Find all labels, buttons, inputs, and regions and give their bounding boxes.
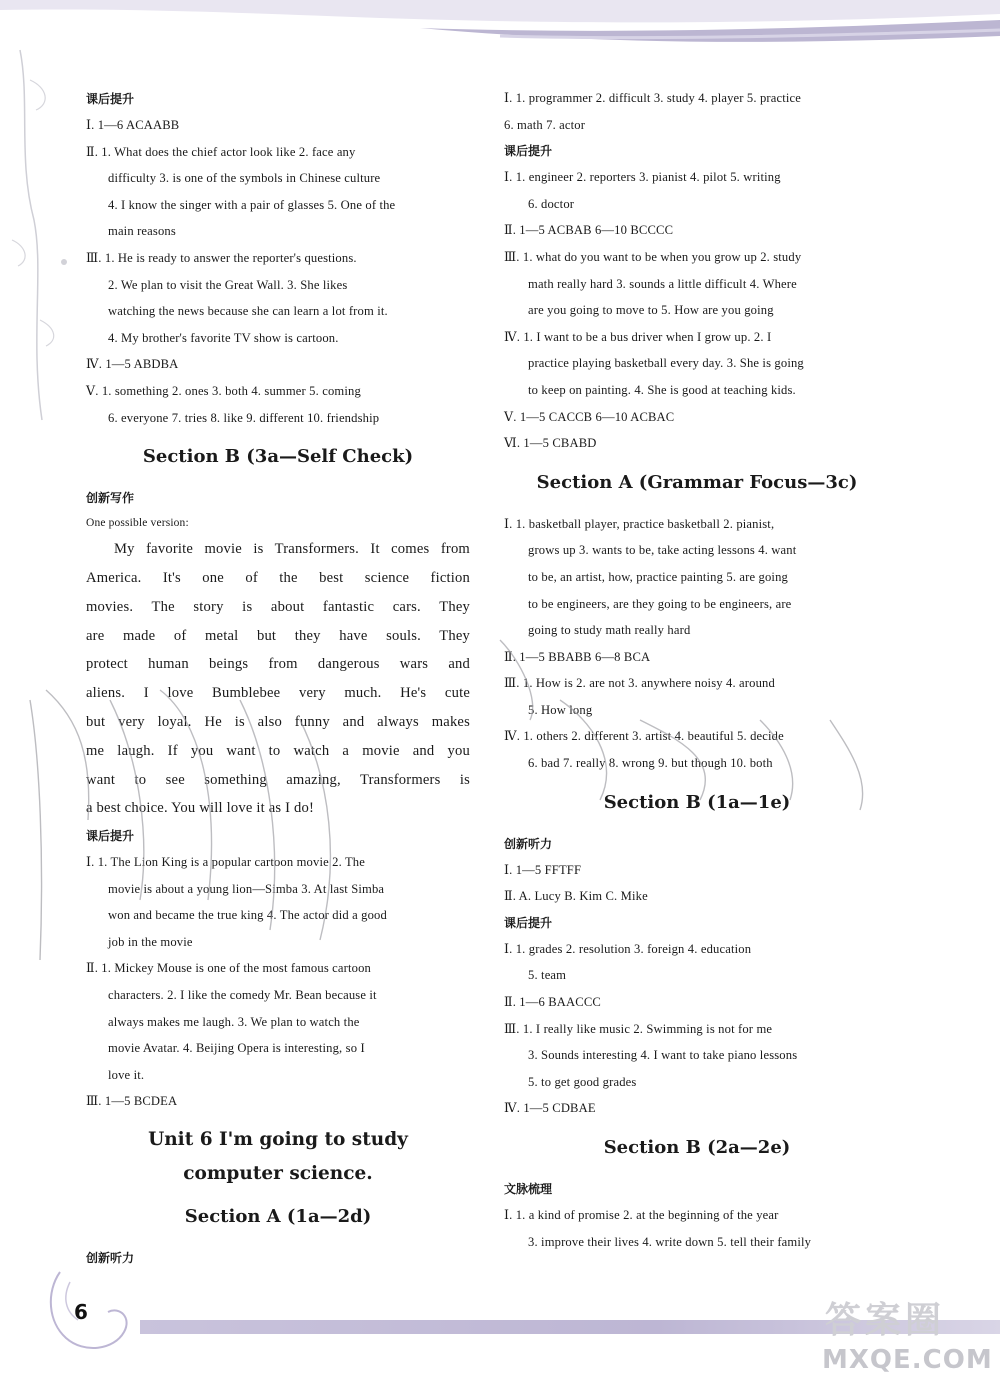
answer-line: practice playing basketball every day. 3. She is going xyxy=(528,356,804,371)
answer-line: Ⅱ. 1. What does the chief actor look like 2. face any xyxy=(86,144,356,159)
answer-line: Ⅰ. 1. programmer 2. difficult 3. study 4. player 5. practice xyxy=(504,91,802,105)
answer-line: Ⅲ. 1. what do you want to be when you grow up 2. study xyxy=(504,249,802,264)
answer-line: 5. team xyxy=(528,968,567,983)
answer-line: 3. improve their lives 4. write down 5. tell their family xyxy=(528,1234,812,1249)
answer-line: Ⅰ. 1. grades 2. resolution 3. foreign 4. education xyxy=(504,941,752,956)
answer-line: Ⅱ. 1. Mickey Mouse is one of the most famous cartoon xyxy=(86,961,371,976)
section-title: Section B (2a—2e) xyxy=(603,1137,791,1158)
answer-line: to keep on painting. 4. She is good at teaching kids. xyxy=(528,382,796,397)
answer-line: main reasons xyxy=(108,224,176,239)
watermark-url: MXQE.COM xyxy=(822,1345,993,1375)
answer-line: 2. We plan to visit the Great Wall. 3. She likes xyxy=(108,277,348,292)
essay-line: are made of metal but they have souls. They xyxy=(86,627,470,644)
watermark-logo: 答案圈 xyxy=(825,1300,946,1341)
essay-line: America. It's one of the best science fiction xyxy=(86,569,470,586)
answer-line: won and became the true king 4. The actor did a good xyxy=(108,908,387,923)
writing-label: 创新写作 xyxy=(86,491,135,506)
left-column xyxy=(86,86,470,1271)
answer-line: going to study math really hard xyxy=(528,623,691,638)
answer-line: 4. I know the singer with a pair of glasses 5. One of the xyxy=(108,197,396,212)
listening-label: 创新听力 xyxy=(504,836,553,851)
answer-line: Ⅳ. 1—5 CDBAE xyxy=(504,1101,596,1116)
answer-line: Ⅴ. 1—5 CACCB 6—10 ACBAC xyxy=(504,409,675,424)
answer-line: Ⅳ. 1. others 2. different 3. artist 4. beautiful 5. decide xyxy=(504,729,784,744)
answer-line: Ⅰ. 1. engineer 2. reporters 3. pianist 4. pilot 5. writing xyxy=(504,170,781,185)
answer-line: job in the movie xyxy=(108,934,193,949)
page-number: 6 xyxy=(74,1300,88,1324)
essay-intro: One possible version: xyxy=(86,517,189,530)
answer-line: love it. xyxy=(108,1067,145,1082)
wenmai-label: 文脉梳理 xyxy=(504,1182,553,1196)
section-title: Section A (Grammar Focus—3c) xyxy=(536,471,858,493)
answer-line: to be engineers, are they going to be engineers, are xyxy=(528,596,792,611)
footer-swirl-decoration xyxy=(40,1262,140,1362)
answer-line: always makes me laugh. 3. We plan to watch the xyxy=(108,1014,360,1029)
kehou-label-2: 课后提升 xyxy=(86,829,135,844)
essay-line: but very loyal. He is also funny and always makes xyxy=(86,713,470,730)
essay-line: a best choice. You will love it as I do! xyxy=(86,800,315,817)
answer-line: Ⅳ. 1—5 ABDBA xyxy=(86,357,179,372)
answer-line: Ⅲ. 1. I really like music 2. Swimming is not for me xyxy=(504,1021,773,1036)
answer-line: math really hard 3. sounds a little difficult 4. Where xyxy=(528,276,797,291)
answer-line: Ⅰ. 1. basketball player, practice basketball 2. pianist, xyxy=(504,516,775,531)
answer-line: Ⅵ. 1—5 CBABD xyxy=(504,436,597,451)
answer-line: 6. everyone 7. tries 8. like 9. different 10. friendship xyxy=(108,410,380,425)
answer-line: Ⅴ. 1. something 2. ones 3. both 4. summer 5. coming xyxy=(86,383,361,398)
answer-line: to be, an artist, how, practice painting 5. are going xyxy=(528,569,788,584)
essay-line: My favorite movie is Transformers. It comes from xyxy=(114,541,470,558)
kehou-label-1: 课后提升 xyxy=(86,92,135,106)
unit-title-line-2: computer science. xyxy=(183,1163,373,1185)
kehou-label-1: 课后提升 xyxy=(504,144,553,159)
unit-title-line-1: Unit 6 I'm going to study xyxy=(148,1129,408,1151)
answer-line: Ⅰ. 1—6 ACAABB xyxy=(86,118,180,132)
answer-line: Ⅱ. 1—5 ACBAB 6—10 BCCCC xyxy=(504,223,674,238)
answer-line: 6. math 7. actor xyxy=(504,117,586,132)
answer-line: Ⅳ. 1. I want to be a bus driver when I grow up. 2. I xyxy=(504,329,772,344)
answer-line: are you going to move to 5. How are you going xyxy=(528,303,774,318)
essay-line: movies. The story is about fantastic cars. They xyxy=(86,598,470,615)
answer-line: Ⅰ. 1—5 FFTFF xyxy=(504,862,582,877)
answer-line: Ⅰ. 1. a kind of promise 2. at the beginning of the year xyxy=(504,1208,779,1222)
answer-line: movie Avatar. 4. Beijing Opera is interesting, so I xyxy=(108,1041,365,1056)
answer-line: Ⅲ. 1. How is 2. are not 3. anywhere noisy 4. around xyxy=(504,676,775,691)
answer-line: watching the news because she can learn a lot from it. xyxy=(108,304,388,319)
section-title: Section A (1a—2d) xyxy=(184,1206,372,1228)
listening-label: 创新听力 xyxy=(86,1251,135,1266)
answer-line: 4. My brother's favorite TV show is cartoon. xyxy=(108,330,339,345)
top-decorative-band xyxy=(0,0,1000,60)
answer-line: Ⅱ. A. Lucy B. Kim C. Mike xyxy=(504,889,648,904)
answer-line: 5. to get good grades xyxy=(528,1074,637,1089)
answer-line: 6. doctor xyxy=(528,196,575,211)
answer-line: 5. How long xyxy=(528,702,593,717)
answer-line: characters. 2. I like the comedy Mr. Bean because it xyxy=(108,988,377,1003)
answer-line: grows up 3. wants to be, take acting lessons 4. want xyxy=(528,543,797,558)
answer-line: movie is about a young lion—Simba 3. At last Simba xyxy=(108,881,385,896)
answer-line: Ⅱ. 1—6 BAACCC xyxy=(504,995,601,1010)
essay-line: protect human beings from dangerous wars and xyxy=(86,656,470,673)
essay-line: aliens. I love Bumblebee very much. He's cute xyxy=(86,685,470,702)
section-title: Section B (1a—1e) xyxy=(603,791,791,813)
kehou-label-2: 课后提升 xyxy=(504,915,553,930)
answer-line: Ⅱ. 1—5 BBABB 6—8 BCA xyxy=(504,649,651,664)
essay-line: me laugh. If you want to watch a movie and you xyxy=(86,742,470,759)
section-title: Section B (3a—Self Check) xyxy=(142,446,414,468)
right-column xyxy=(504,86,890,1255)
answer-line: 3. Sounds interesting 4. I want to take piano lessons xyxy=(528,1048,798,1063)
answer-line: Ⅲ. 1. He is ready to answer the reporter's questions. xyxy=(86,250,357,265)
left-floral-decoration xyxy=(0,40,80,460)
answer-line: difficulty 3. is one of the symbols in Chinese culture xyxy=(108,171,381,186)
answer-line: 6. bad 7. really 8. wrong 9. but though 10. both xyxy=(528,756,773,771)
essay-line: want to see something amazing, Transformers is xyxy=(86,771,470,788)
answer-line: Ⅲ. 1—5 BCDEA xyxy=(86,1094,178,1109)
answer-line: Ⅰ. 1. The Lion King is a popular cartoon movie 2. The xyxy=(86,855,365,870)
